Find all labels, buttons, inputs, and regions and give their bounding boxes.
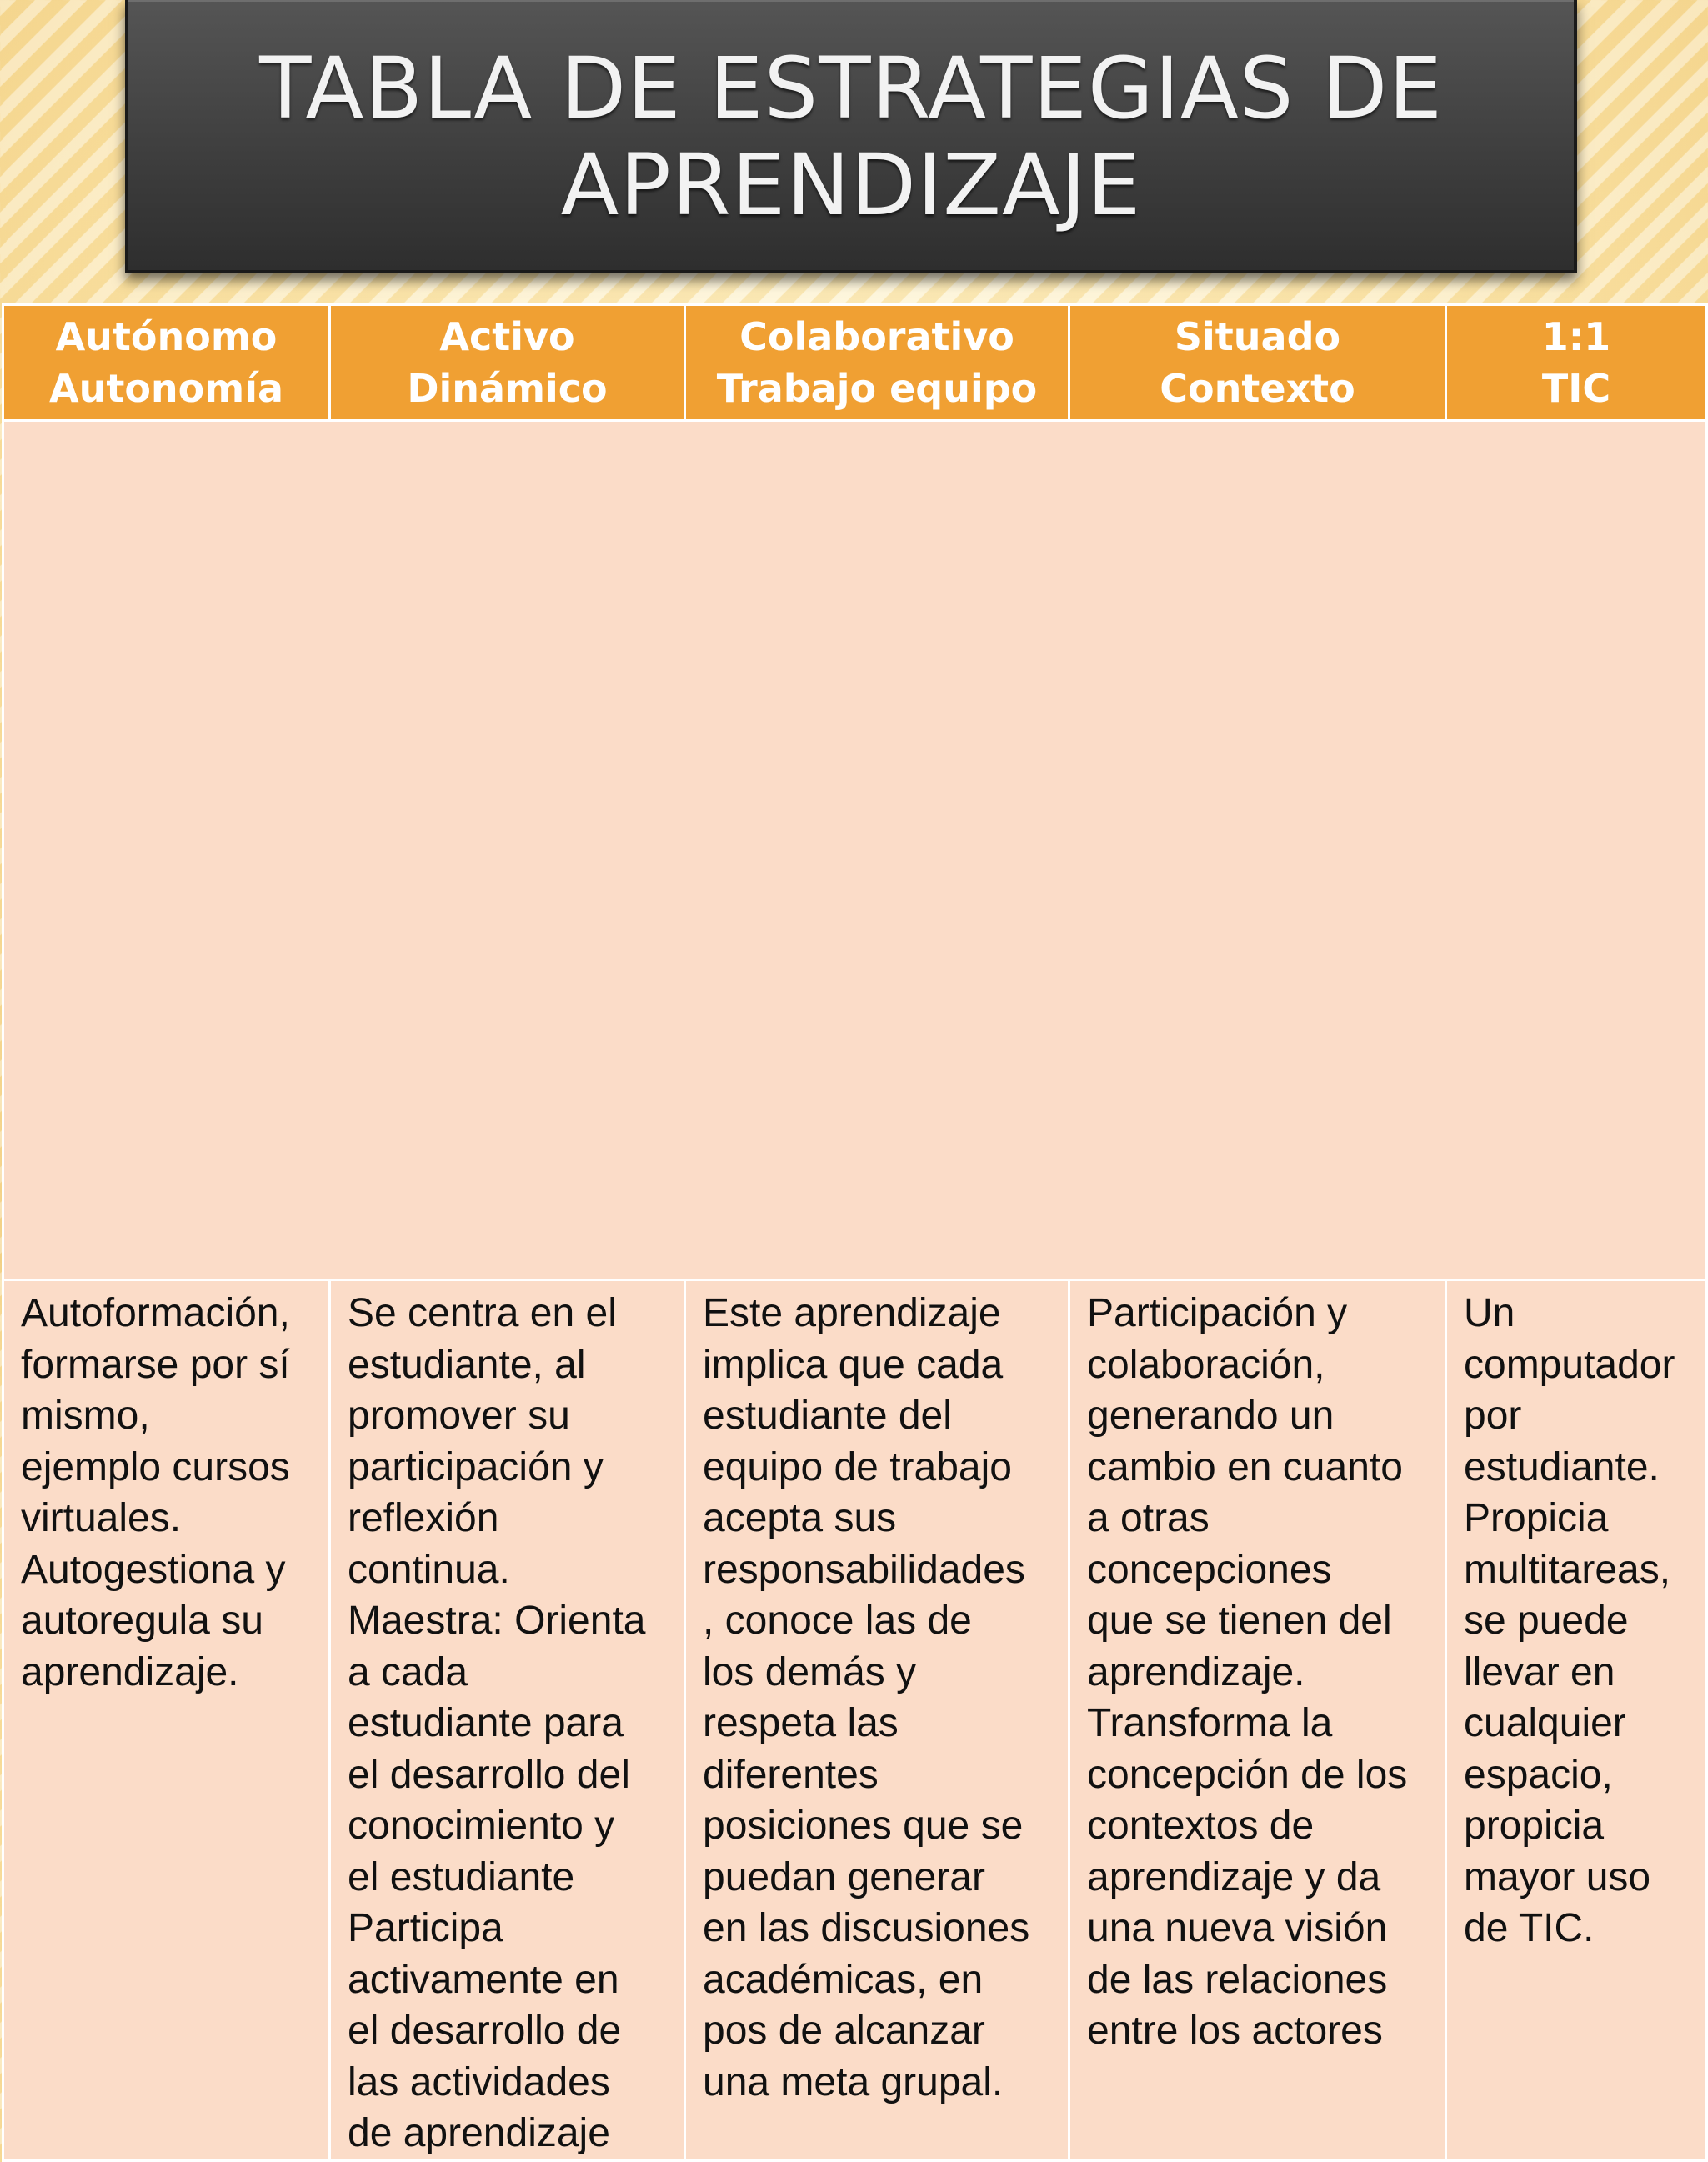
header-situado [1069, 305, 1446, 421]
title-line-1: TABLA DE ESTRATEGIAS DE [259, 39, 1443, 138]
cell-autonomo: Autoformación, formarse por sí mismo, ejemplo cursos virtuales. Autogestiona y autoregula su aprendizaje. [3, 1280, 330, 2161]
header-line: TIC [1541, 366, 1611, 411]
header-line: Autonomía [48, 366, 284, 411]
header-line: Autónomo [55, 314, 278, 359]
header-separator [3, 421, 1707, 1280]
header-line: Colaborativo [739, 314, 1014, 359]
slide-title [259, 36, 1443, 234]
separator-cell [3, 421, 1707, 1280]
cell-1-1-tic: Un computador por estudiante. Propicia multitareas, se puede llevar en cualquier espacio, propicia mayor uso de TIC. [1446, 1280, 1707, 2161]
cell-colaborativo: Este aprendizaje implica que cada estudiante del equipo de trabajo acepta sus responsabilidades , conoce las de los demás y respeta las diferentes posiciones que se puedan generar en las discusiones académicas, en pos de alcanzar una meta grupal. [685, 1280, 1069, 2161]
cell-situado: Participación y colaboración, generando un cambio en cuanto a otras concepciones que se tienen del aprendizaje. Transforma la concepción de los contextos de aprendizaje y da una nueva visión de las relaciones entre los actores [1069, 1280, 1446, 2161]
header-line: Trabajo equipo [716, 366, 1038, 411]
header-line: Situado [1174, 314, 1341, 359]
header-line: Contexto [1160, 366, 1355, 411]
header-1-1-tic [1446, 305, 1707, 421]
table-header-row [3, 305, 1707, 421]
header-colaborativo [685, 305, 1069, 421]
strategies-table [2, 303, 1708, 2162]
title-banner [125, 0, 1577, 273]
table-row [3, 1280, 1707, 2161]
header-activo [330, 305, 685, 421]
header-autonomo [3, 305, 330, 421]
cell-activo: Se centra en el estudiante, al promover su participación y reflexión continua. Maestra: Orienta a cada estudiante para el desarrollo del conocimiento y el estudiante Participa activamente en el desarrollo de las actividades de aprendizaje [330, 1280, 685, 2161]
header-line: Activo [439, 314, 575, 359]
title-line-2: APRENDIZAJE [560, 136, 1142, 235]
header-line: Dinámico [407, 366, 608, 411]
header-line: 1:1 [1541, 314, 1611, 359]
strategies-table-container [2, 303, 1705, 2155]
